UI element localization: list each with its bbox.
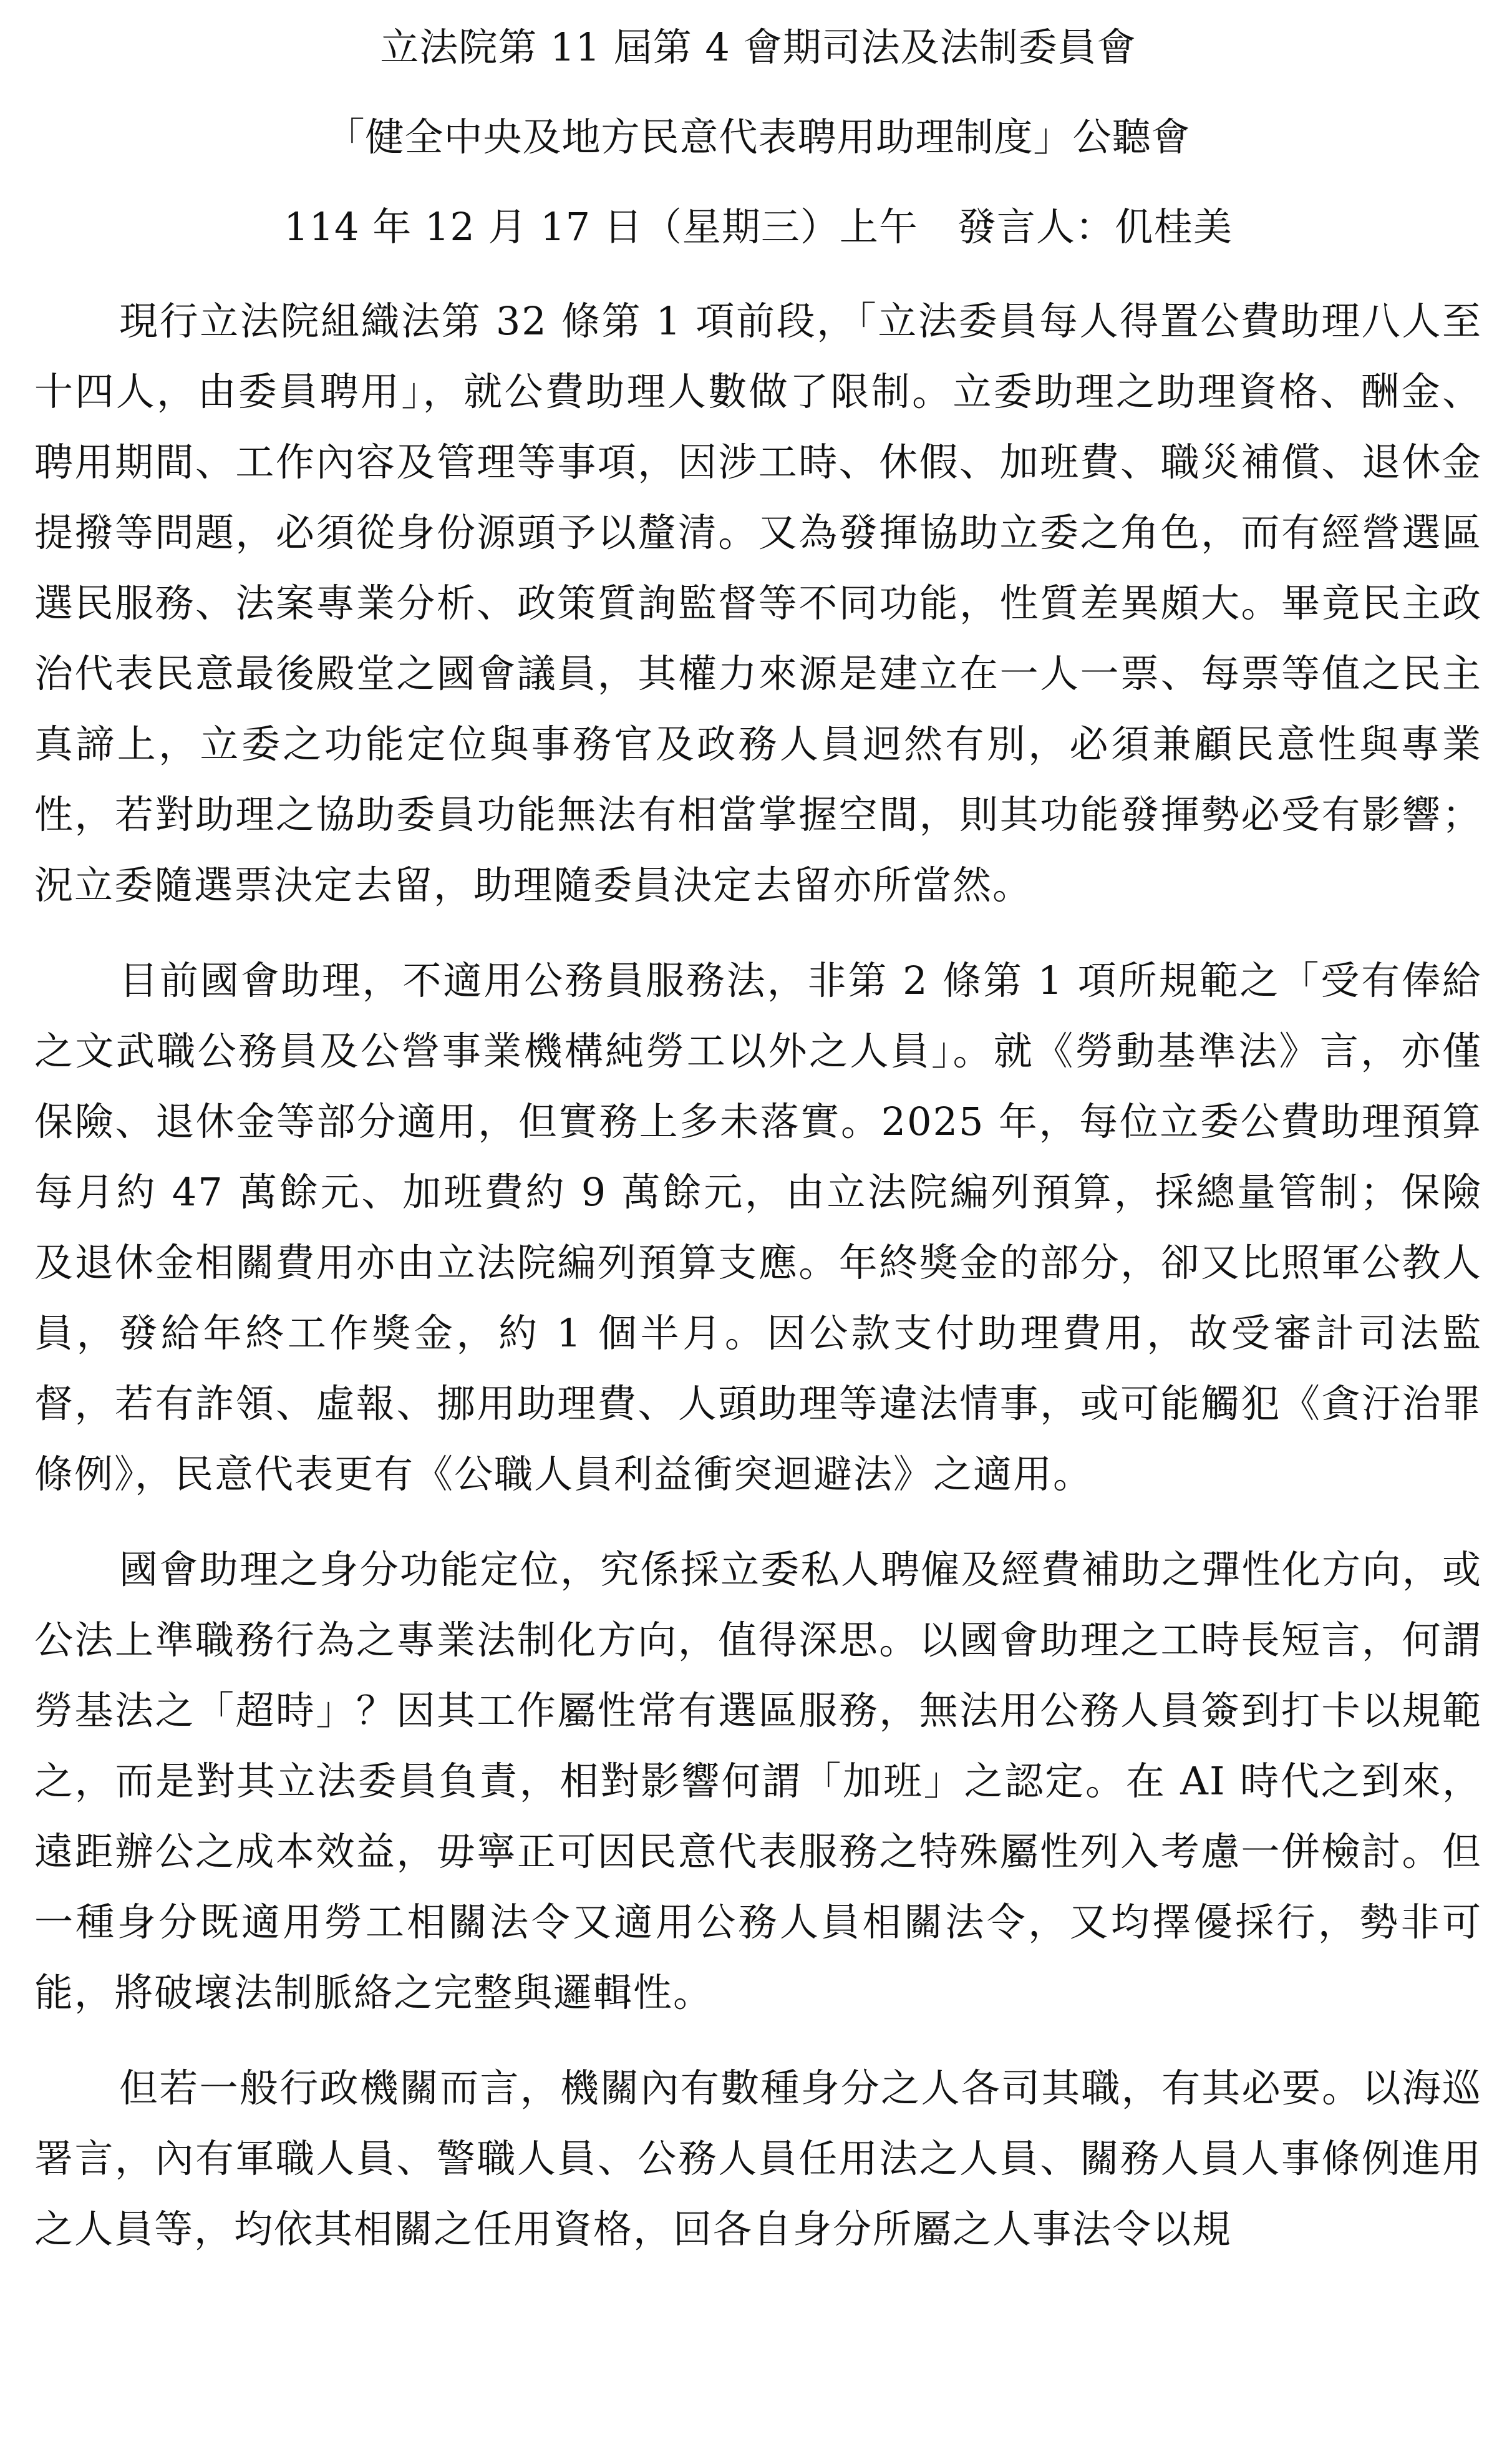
document-body xyxy=(34,286,1482,2264)
paragraph-2: 目前國會助理，不適用公務員服務法，非第 2 條第 1 項所規範之「受有俸給之文武職公務員及公營事業機構純勞工以外之人員」。就《勞動基準法》言，亦僅保險、退休金等部分適用，但實務上多未落實。2025 年，每位立委公費助理預算每月約 47 萬餘元、加班費約 9 萬餘元，由立法院編列預算，採總量管制；保險及退休金相關費用亦由立法院編列預算支應。年終獎金的部分，卻又比照軍公教人員，發給年終工作獎金，約 1 個半月。因公款支付助理費用，故受審計司法監督，若有詐領、虛報、挪用助理費、人頭助理等違法情事，或可能觸犯《貪汙治罪條例》，民意代表更有《公職人員利益衝突迴避法》之適用。 xyxy=(34,958,1482,1497)
date-and-speaker: 114 年 12 月 17 日（星期三）上午 發言人：仉桂美 xyxy=(284,204,1233,250)
hearing-title: 「健全中央及地方民意代表聘用助理制度」公聽會 xyxy=(326,114,1191,160)
document-header xyxy=(34,25,1482,250)
committee-title: 立法院第 11 屆第 4 會期司法及法制委員會 xyxy=(380,24,1136,70)
paragraph-3: 國會助理之身分功能定位，究係採立委私人聘僱及經費補助之彈性化方向，或公法上準職務行為之專業法制化方向，值得深思。以國會助理之工時長短言，何謂勞基法之「超時」？因其工作屬性常有選區服務，無法用公務人員簽到打卡以規範之，而是對其立法委員負責，相對影響何謂「加班」之認定。在 AI 時代之到來，遠距辦公之成本效益，毋寧正可因民意代表服務之特殊屬性列入考慮一併檢討。但一種身分既適用勞工相關法令又適用公務人員相關法令，又均擇優採行，勢非可能，將破壞法制脈絡之完整與邏輯性。 xyxy=(34,1547,1482,2015)
paragraph-1: 現行立法院組織法第 32 條第 1 項前段，「立法委員每人得置公費助理八人至十四人，由委員聘用」，就公費助理人數做了限制。立委助理之助理資格、酬金、聘用期間、工作內容及管理等事項，因涉工時、休假、加班費、職災補償、退休金提撥等問題，必須從身份源頭予以釐清。又為發揮協助立委之角色，而有經營選區選民服務、法案專業分析、政策質詢監督等不同功能，性質差異頗大。畢竟民主政治代表民意最後殿堂之國會議員，其權力來源是建立在一人一票、每票等值之民主真諦上，立委之功能定位與事務官及政務人員迥然有別，必須兼顧民意性與專業性，若對助理之協助委員功能無法有相當掌握空間，則其功能發揮勢必受有影響；況立委隨選票決定去留，助理隨委員決定去留亦所當然。 xyxy=(34,298,1482,908)
paragraph-4: 但若一般行政機關而言，機關內有數種身分之人各司其職，有其必要。以海巡署言，內有軍職人員、警職人員、公務人員任用法之人員、關務人員人事條例進用之人員等，均依其相關之任用資格，回各自身分所屬之人事法令以規 xyxy=(34,2065,1482,2252)
